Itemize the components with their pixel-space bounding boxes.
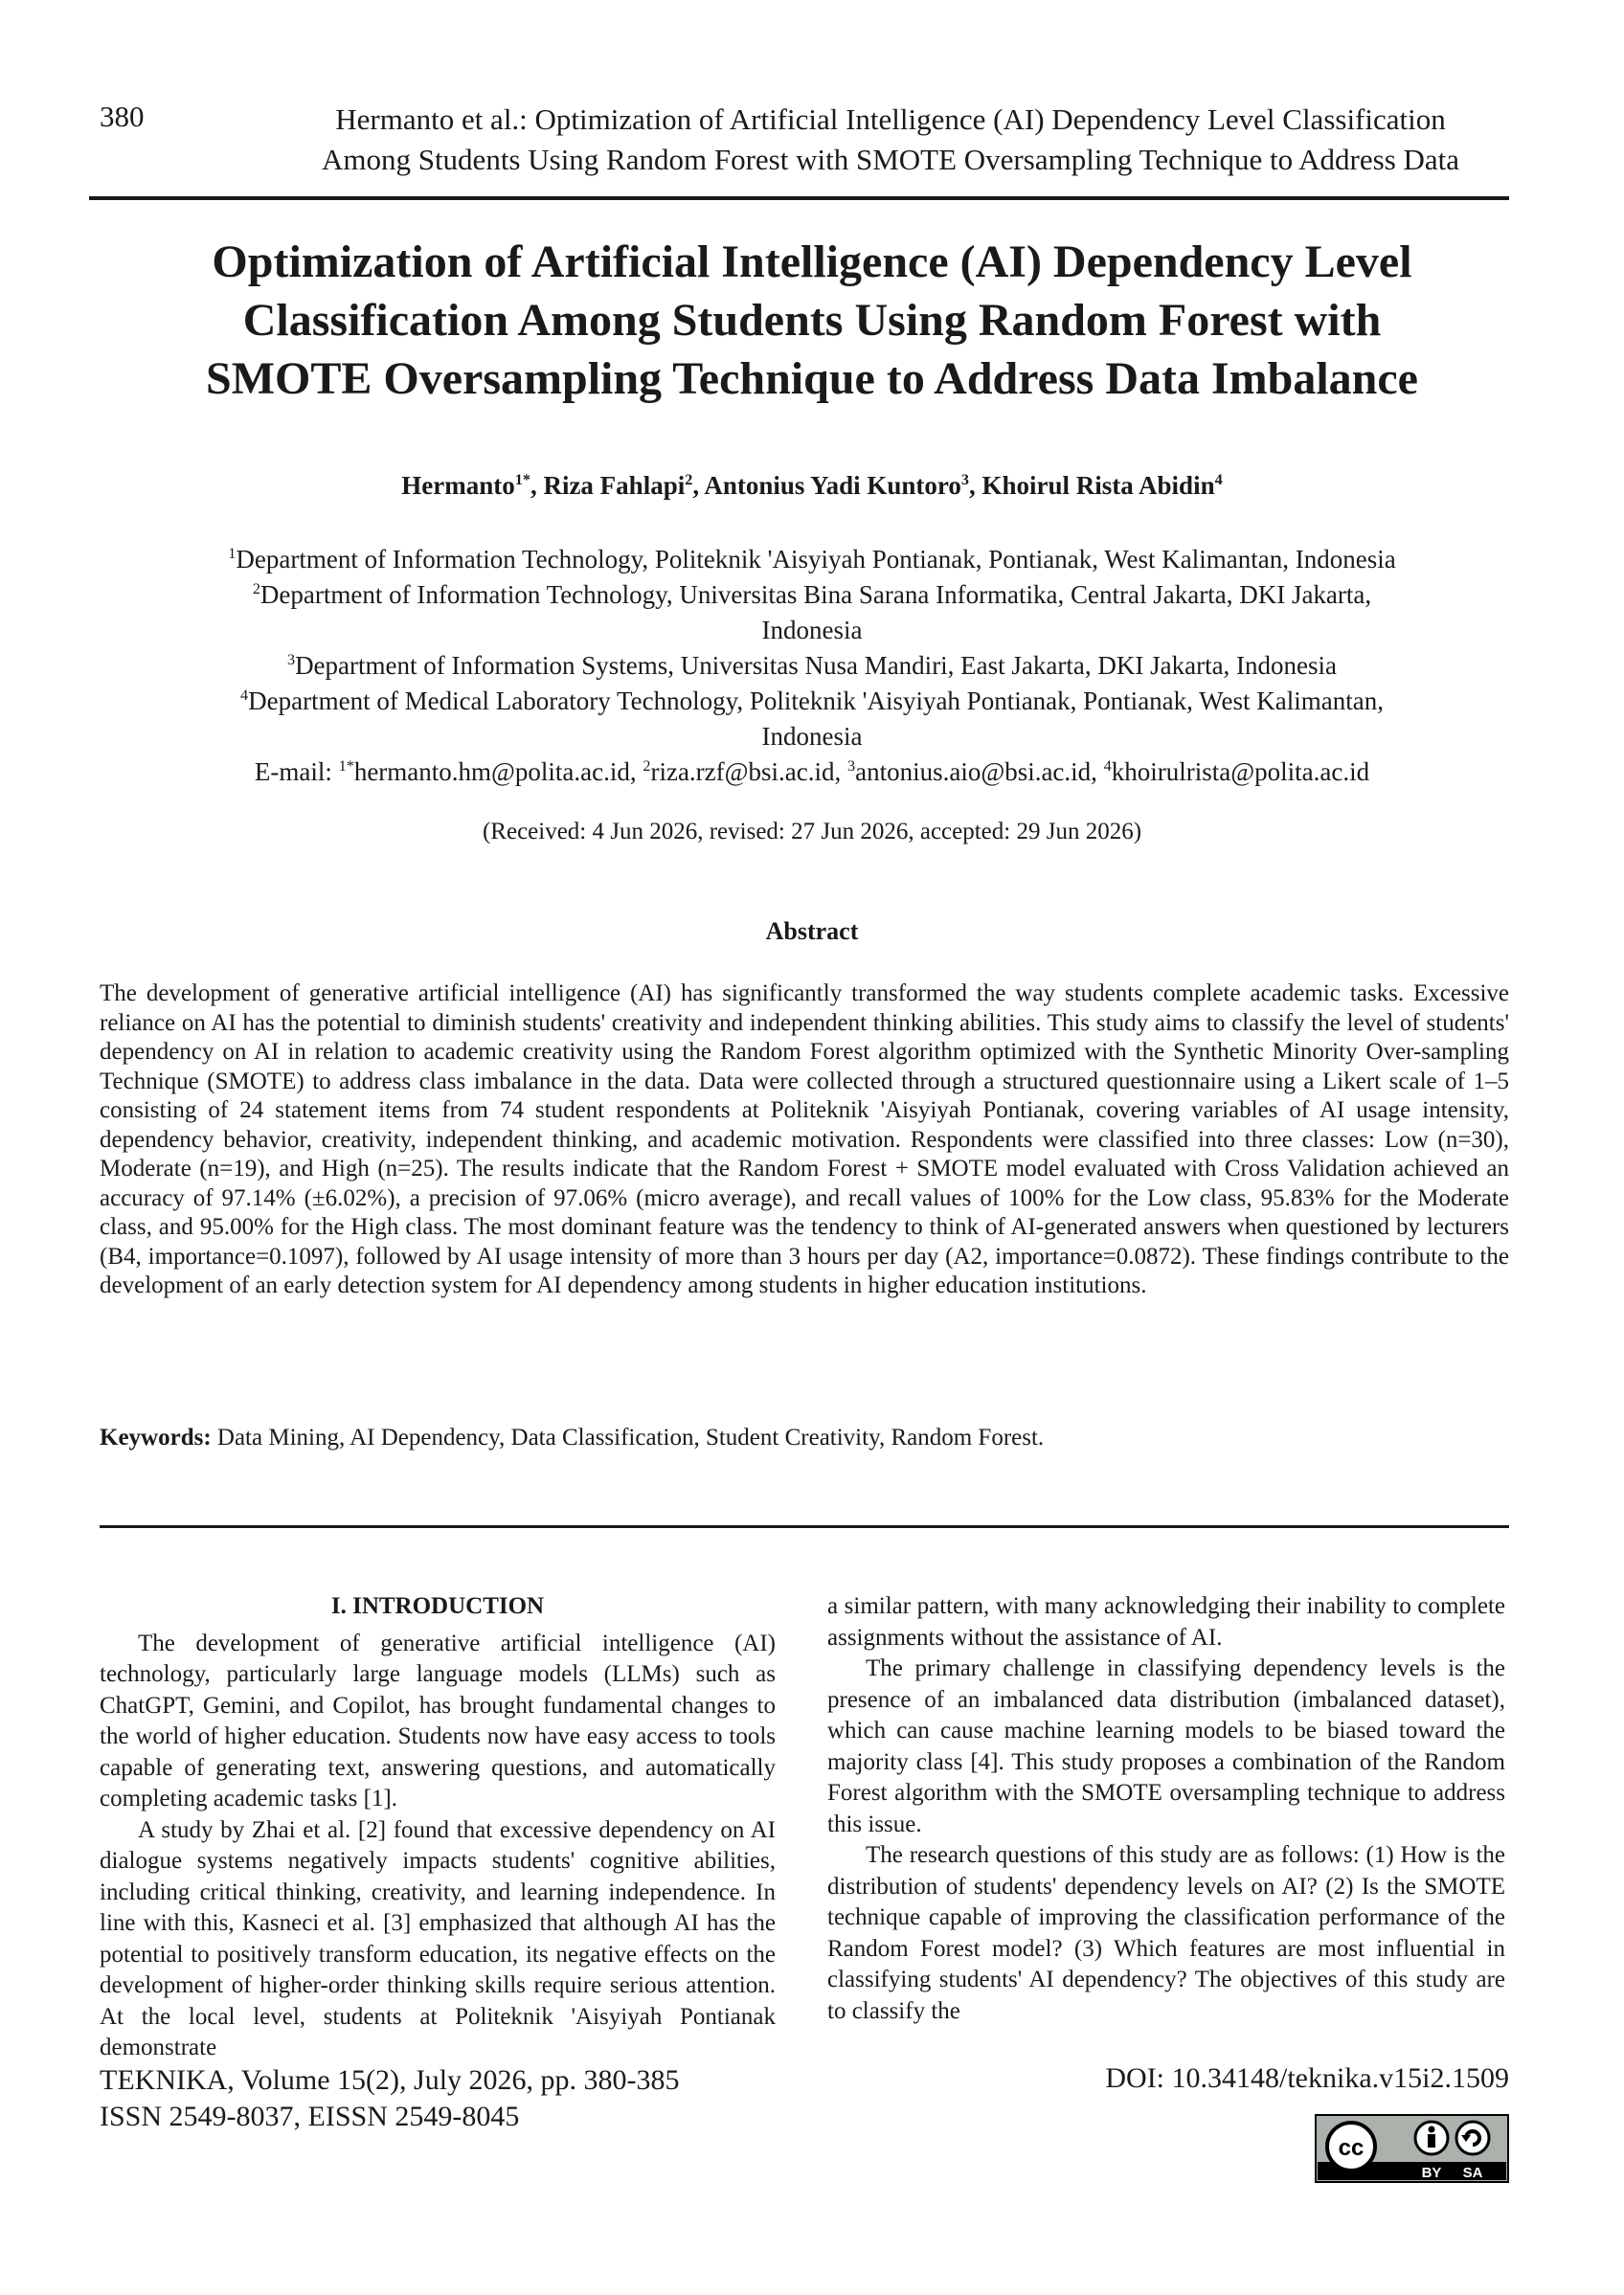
submission-dates: (Received: 4 Jun 2026, revised: 27 Jun 2026, accepted: 29 Jun 2026): [482, 819, 1142, 844]
email-address[interactable]: hermanto.hm@polita.ac.id,: [353, 757, 643, 786]
email-sup: 4: [1103, 757, 1112, 775]
abstract-heading: Abstract: [765, 917, 859, 945]
running-title-line2: Among Students Using Random Forest with SMOTE Oversampling Technique to Address Data: [321, 143, 1460, 176]
email-sup: 3: [847, 757, 856, 775]
paragraph: The development of generative artificial intelligence (AI) technology, particularly large language models (LLMs) such as ChatGPT, Gemini, and Copilot, has brought fundamental changes to the world of higher education. Students now have easy access to tools capable of generating text, answering questions, and automatically completing academic tasks [1].: [100, 1630, 776, 1811]
author-sep: ,: [530, 471, 544, 500]
email-sup: 1*: [338, 757, 354, 775]
email-address[interactable]: riza.rzf@bsi.ac.id,: [650, 757, 847, 786]
abstract-body: The development of generative artificial intelligence (AI) has significantly transformed the way students complete academic tasks. Excessive reliance on AI has the potential to diminish students' creativity and independent thinking abilities. This study aims to classify the level of students' dependency on AI in relation to academic creativity using the Random Forest algorithm optimized with the Synthetic Minority Over-sampling Technique (SMOTE) to address class imbalance in the data. Data were collected through a structured questionnaire using a Likert scale of 1–5 consisting of 24 statement items from 74 student respondents at Politeknik 'Aisyiyah Pontianak, covering variables of AI usage intensity, dependency behavior, creativity, independent thinking, and academic motivation. Respondents were classified into three classes: Low (n=30), Moderate (n=19), and High (n=25). The results indicate that the Random Forest + SMOTE model evaluated with Cross Validation achieved an accuracy of 97.14% (±6.02%), a precision of 97.06% (micro average), and recall values of 100% for the Low class, 95.83% for the Moderate class, and 95.00% for the High class. The most dominant feature was the tendency to think of AI-generated answers when questioned by lecturers (B4, importance=0.1097), followed by AI usage intensity of more than 3 hours per day (A2, importance=0.0872). These findings contribute to the development of an early detection system for AI dependency among students in higher education institutions.: [100, 980, 1509, 1298]
affiliation-sup: 2: [252, 580, 260, 597]
journal-citation: TEKNIKA, Volume 15(2), July 2026, pp. 380-385: [100, 2064, 680, 2096]
affiliation-sup: 4: [240, 686, 249, 704]
paper-title-line1: Optimization of Artificial Intelligence (AI) Dependency Level: [212, 236, 1412, 287]
keywords: [100, 1425, 1509, 1451]
author-sup: 1*: [514, 471, 530, 488]
license-badge-graphic: [1315, 2114, 1509, 2183]
paragraph: a similar pattern, with many acknowledging their inability to complete assignments without the assistance of AI.: [827, 1593, 1505, 1651]
journal-issn: ISSN 2549-8037, EISSN 2549-8045: [100, 2101, 520, 2132]
license-sa-label: SA: [1462, 2165, 1483, 2181]
cc-by-sa-license-icon[interactable]: [1315, 2114, 1509, 2183]
paper-title: [115, 233, 1509, 408]
paragraph: The research questions of this study are as follows: (1) How is the distribution of students' dependency levels on AI? (2) Is the SMOTE technique capable of improving the classification performance of the Random Forest model? (3) Which features are most influential in classifying students' AI dependency? The objectives of this study are to classify the: [827, 1842, 1505, 2024]
doi[interactable]: DOI: 10.34148/teknika.v15i2.1509: [1105, 2062, 1509, 2094]
author-sup: 3: [960, 471, 970, 488]
left-column: [100, 1591, 776, 2064]
affiliation-2-cont: Indonesia: [761, 616, 863, 644]
affiliation-2: [100, 577, 1524, 613]
author-name: Riza Fahlapi: [543, 471, 686, 500]
cc-glyph: cc: [1338, 2135, 1365, 2161]
right-column: [827, 1591, 1505, 2027]
section-heading-introduction: I. INTRODUCTION: [330, 1593, 545, 1619]
header-rule: [89, 196, 1509, 200]
paper-title-line2: Classification Among Students Using Random Forest with: [242, 295, 1382, 346]
author-sep: ,: [692, 471, 705, 500]
affiliation-sup: 3: [286, 651, 296, 668]
affiliation-3: [100, 648, 1524, 684]
author-list: [115, 471, 1509, 501]
author-sep: ,: [969, 471, 982, 500]
running-title-line1: Hermanto et al.: Optimization of Artificial Intelligence (AI) Dependency Level Classification: [335, 102, 1446, 136]
running-title: [259, 100, 1522, 180]
email-address[interactable]: antonius.aio@bsi.ac.id,: [855, 757, 1104, 786]
paragraph: The primary challenge in classifying dependency levels is the presence of an imbalanced data distribution (imbalanced dataset), which can cause machine learning models to be biased toward the majority class [4]. This study proposes a combination of the Random Forest algorithm with the SMOTE oversampling technique to address this issue.: [827, 1655, 1505, 1837]
page-number: 380: [100, 100, 145, 133]
keywords-label: Keywords:: [100, 1425, 212, 1451]
paragraph: A study by Zhai et al. [2] found that excessive dependency on AI dialogue systems negatively impacts students' cognitive abilities, including critical thinking, creativity, and learning independence. In line with this, Kasneci et al. [3] emphasized that although AI has the potential to positively transform education, its negative effects on the development of higher-order thinking skills require serious attention. At the local level, students at Politeknik 'Aisyiyah Pontianak demonstrate: [100, 1816, 776, 2060]
author-name: Hermanto: [401, 471, 515, 500]
email-sup: 2: [643, 757, 651, 775]
affiliation-4: [100, 684, 1524, 719]
journal-info: [100, 2062, 680, 2135]
keywords-text: Data Mining, AI Dependency, Data Classification, Student Creativity, Random Forest.: [211, 1425, 1045, 1451]
affiliation-text: Department of Information Technology, Politeknik 'Aisyiyah Pontianak, Pontianak, West Kalimantan, Indonesia: [236, 545, 1396, 574]
author-sup: 2: [685, 471, 693, 488]
section-divider: [100, 1525, 1509, 1528]
license-by-label: BY: [1421, 2165, 1442, 2181]
affiliation-text: Department of Medical Laboratory Technology, Politeknik 'Aisyiyah Pontianak, Pontianak, West Kalimantan,: [248, 686, 1384, 715]
author-name: Antonius Yadi Kuntoro: [704, 471, 961, 500]
email-address[interactable]: khoirulrista@polita.ac.id: [1111, 757, 1370, 786]
email-line: [100, 754, 1524, 790]
email-label: E-mail:: [254, 757, 339, 786]
affiliation-text: Department of Information Technology, Universitas Bina Sarana Informatika, Central Jakarta, DKI Jakarta,: [259, 580, 1372, 609]
author-sup: 4: [1214, 471, 1223, 488]
affiliation-4-cont: Indonesia: [761, 722, 863, 751]
paper-title-line3: SMOTE Oversampling Technique to Address Data Imbalance: [206, 353, 1418, 404]
affiliations: [100, 542, 1524, 790]
affiliation-sup: 1: [228, 545, 237, 562]
affiliation-1: [100, 542, 1524, 577]
affiliation-text: Department of Information Systems, Universitas Nusa Mandiri, East Jakarta, DKI Jakarta, Indonesia: [295, 651, 1338, 680]
author-name: Khoirul Rista Abidin: [981, 471, 1215, 500]
